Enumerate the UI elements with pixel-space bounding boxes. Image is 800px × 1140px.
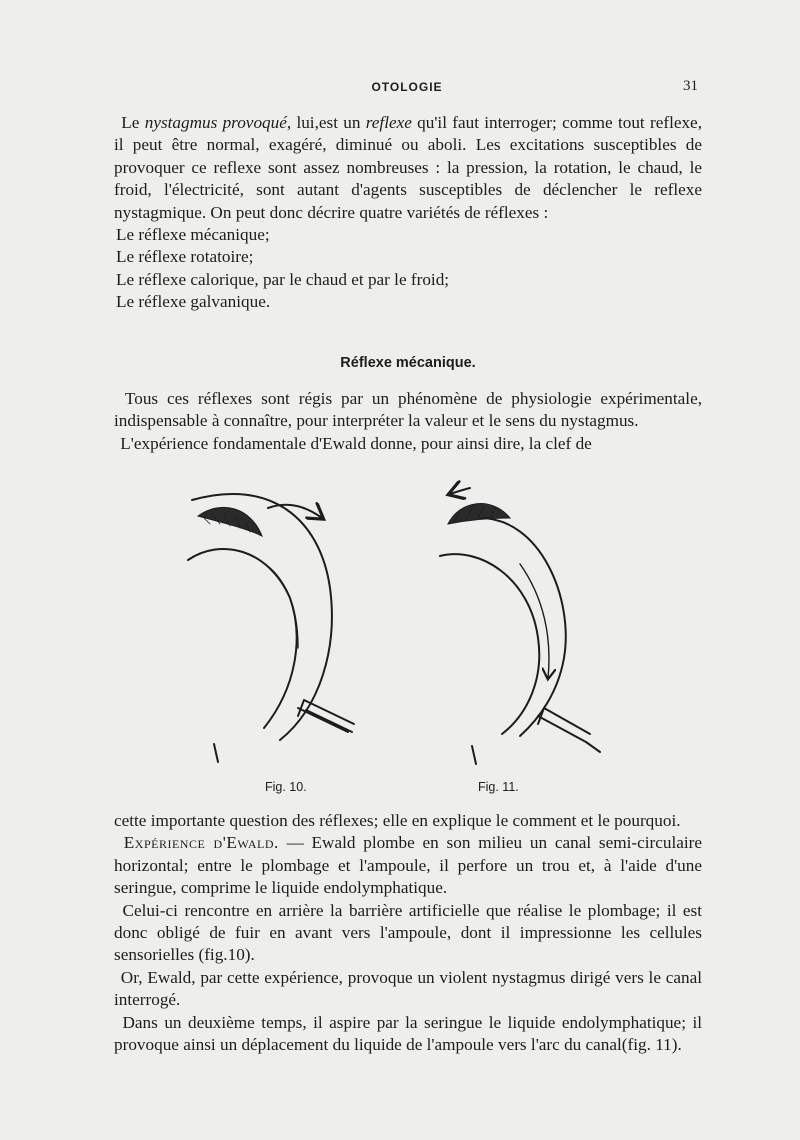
physiology-block <box>114 388 702 455</box>
list-item: Le réflexe mécanique; <box>116 225 270 245</box>
ewald-experiment-block <box>114 810 702 1056</box>
p5-body: — Ewald plombe en son milieu un canal semi-circulaire horizontal; entre le plombage et l'ampoule, il perfore un trou et, à l'aide d'une seringue, comprime le liquide endolymphatique. <box>114 833 702 898</box>
page-number: 31 <box>683 78 698 94</box>
term-reflexe: reflexe <box>365 113 412 132</box>
p8-text: Dans un deuxième temps, il aspire par la seringue le liquide endolymphatique; il provoque ainsi un déplacement du liquide de l'ampoule vers l'arc du canal(fig. 11). <box>114 1012 703 1055</box>
intro-block <box>114 112 702 314</box>
list-item: Le réflexe rotatoire; <box>116 247 254 267</box>
paragraph-nystagmus <box>114 967 702 1012</box>
p3-text: L'expérience fondamentale d'Ewald donne, pour ainsi dire, la clef de <box>120 433 592 453</box>
paragraph-intro <box>114 112 702 224</box>
figure-11 <box>440 488 600 764</box>
paragraph-ewald-intro <box>114 433 702 455</box>
paragraph-physiology <box>114 388 702 433</box>
list-item: Le réflexe galvanique. <box>116 292 271 312</box>
page-header <box>114 78 700 100</box>
experiment-label: Expérience d'Ewald. <box>123 833 279 853</box>
paragraph-aspiration <box>114 1012 702 1057</box>
term-nystagmus-provoque: nystagmus provoqué <box>144 113 287 132</box>
p1-tail: qu'il faut interroger; comme tout reflexe, il peut être normal, exagéré, diminué ou aboli. Les excitations susceptibles de provoquer ce reflexe sont assez nombreuses : la pression, la rotation, le chaud, le froid, l'électricité, sont autant d'agents susceptibles de déclencher le reflexe nystagmique. On peut donc décrire quatre variétés de réflexes : <box>114 113 702 222</box>
fig11-syringe-icon <box>538 708 600 752</box>
fig10-inner-curve <box>270 568 298 648</box>
p2-text: Tous ces réflexes sont régis par un phénomène de physiologie expérimentale, indispensable à connaître, pour interpréter la valeur et le sens du nystagmus. <box>114 389 703 431</box>
ewald-figures-svg <box>180 478 620 778</box>
p1-lead: Le <box>121 113 145 132</box>
fig10-caption: Fig. 10. <box>265 780 307 794</box>
p1-mid: , lui,est un <box>286 113 366 132</box>
figures-area <box>180 478 620 808</box>
fig10-plug <box>214 744 218 762</box>
fig11-flow-arrow-icon <box>450 488 470 494</box>
reflex-list <box>114 224 702 314</box>
list-item: Le réflexe calorique, par le chaud et par le froid; <box>116 269 450 289</box>
p7-text: Or, Ewald, par cette expérience, provoque un violent nystagmus dirigé vers le canal interrogé. <box>114 967 702 1010</box>
paragraph-question: cette importante question des réflexes; elle en explique le comment et le pourquoi. <box>114 811 681 830</box>
fig11-canal-outer-wall <box>480 518 566 736</box>
fig10-canal-inner-wall <box>188 549 297 728</box>
paragraph-barrier <box>114 900 702 967</box>
fig10-syringe-icon <box>298 700 354 732</box>
fig11-caption: Fig. 11. <box>478 780 519 794</box>
fig11-plug <box>472 746 476 764</box>
p6-text: Celui-ci rencontre en arrière la barrière artificielle que réalise le plombage; il est donc obligé de fuir en avant vers l'ampoule, dont il impressionne les cellules sensorielles (fig.10). <box>114 900 703 965</box>
fig11-canal-inner-wall <box>440 554 539 734</box>
paragraph-ewald-experiment <box>114 832 702 899</box>
section-heading: Réflexe mécanique. <box>340 355 476 371</box>
figure-10 <box>188 494 354 762</box>
running-head: OTOLOGIE <box>371 80 443 94</box>
